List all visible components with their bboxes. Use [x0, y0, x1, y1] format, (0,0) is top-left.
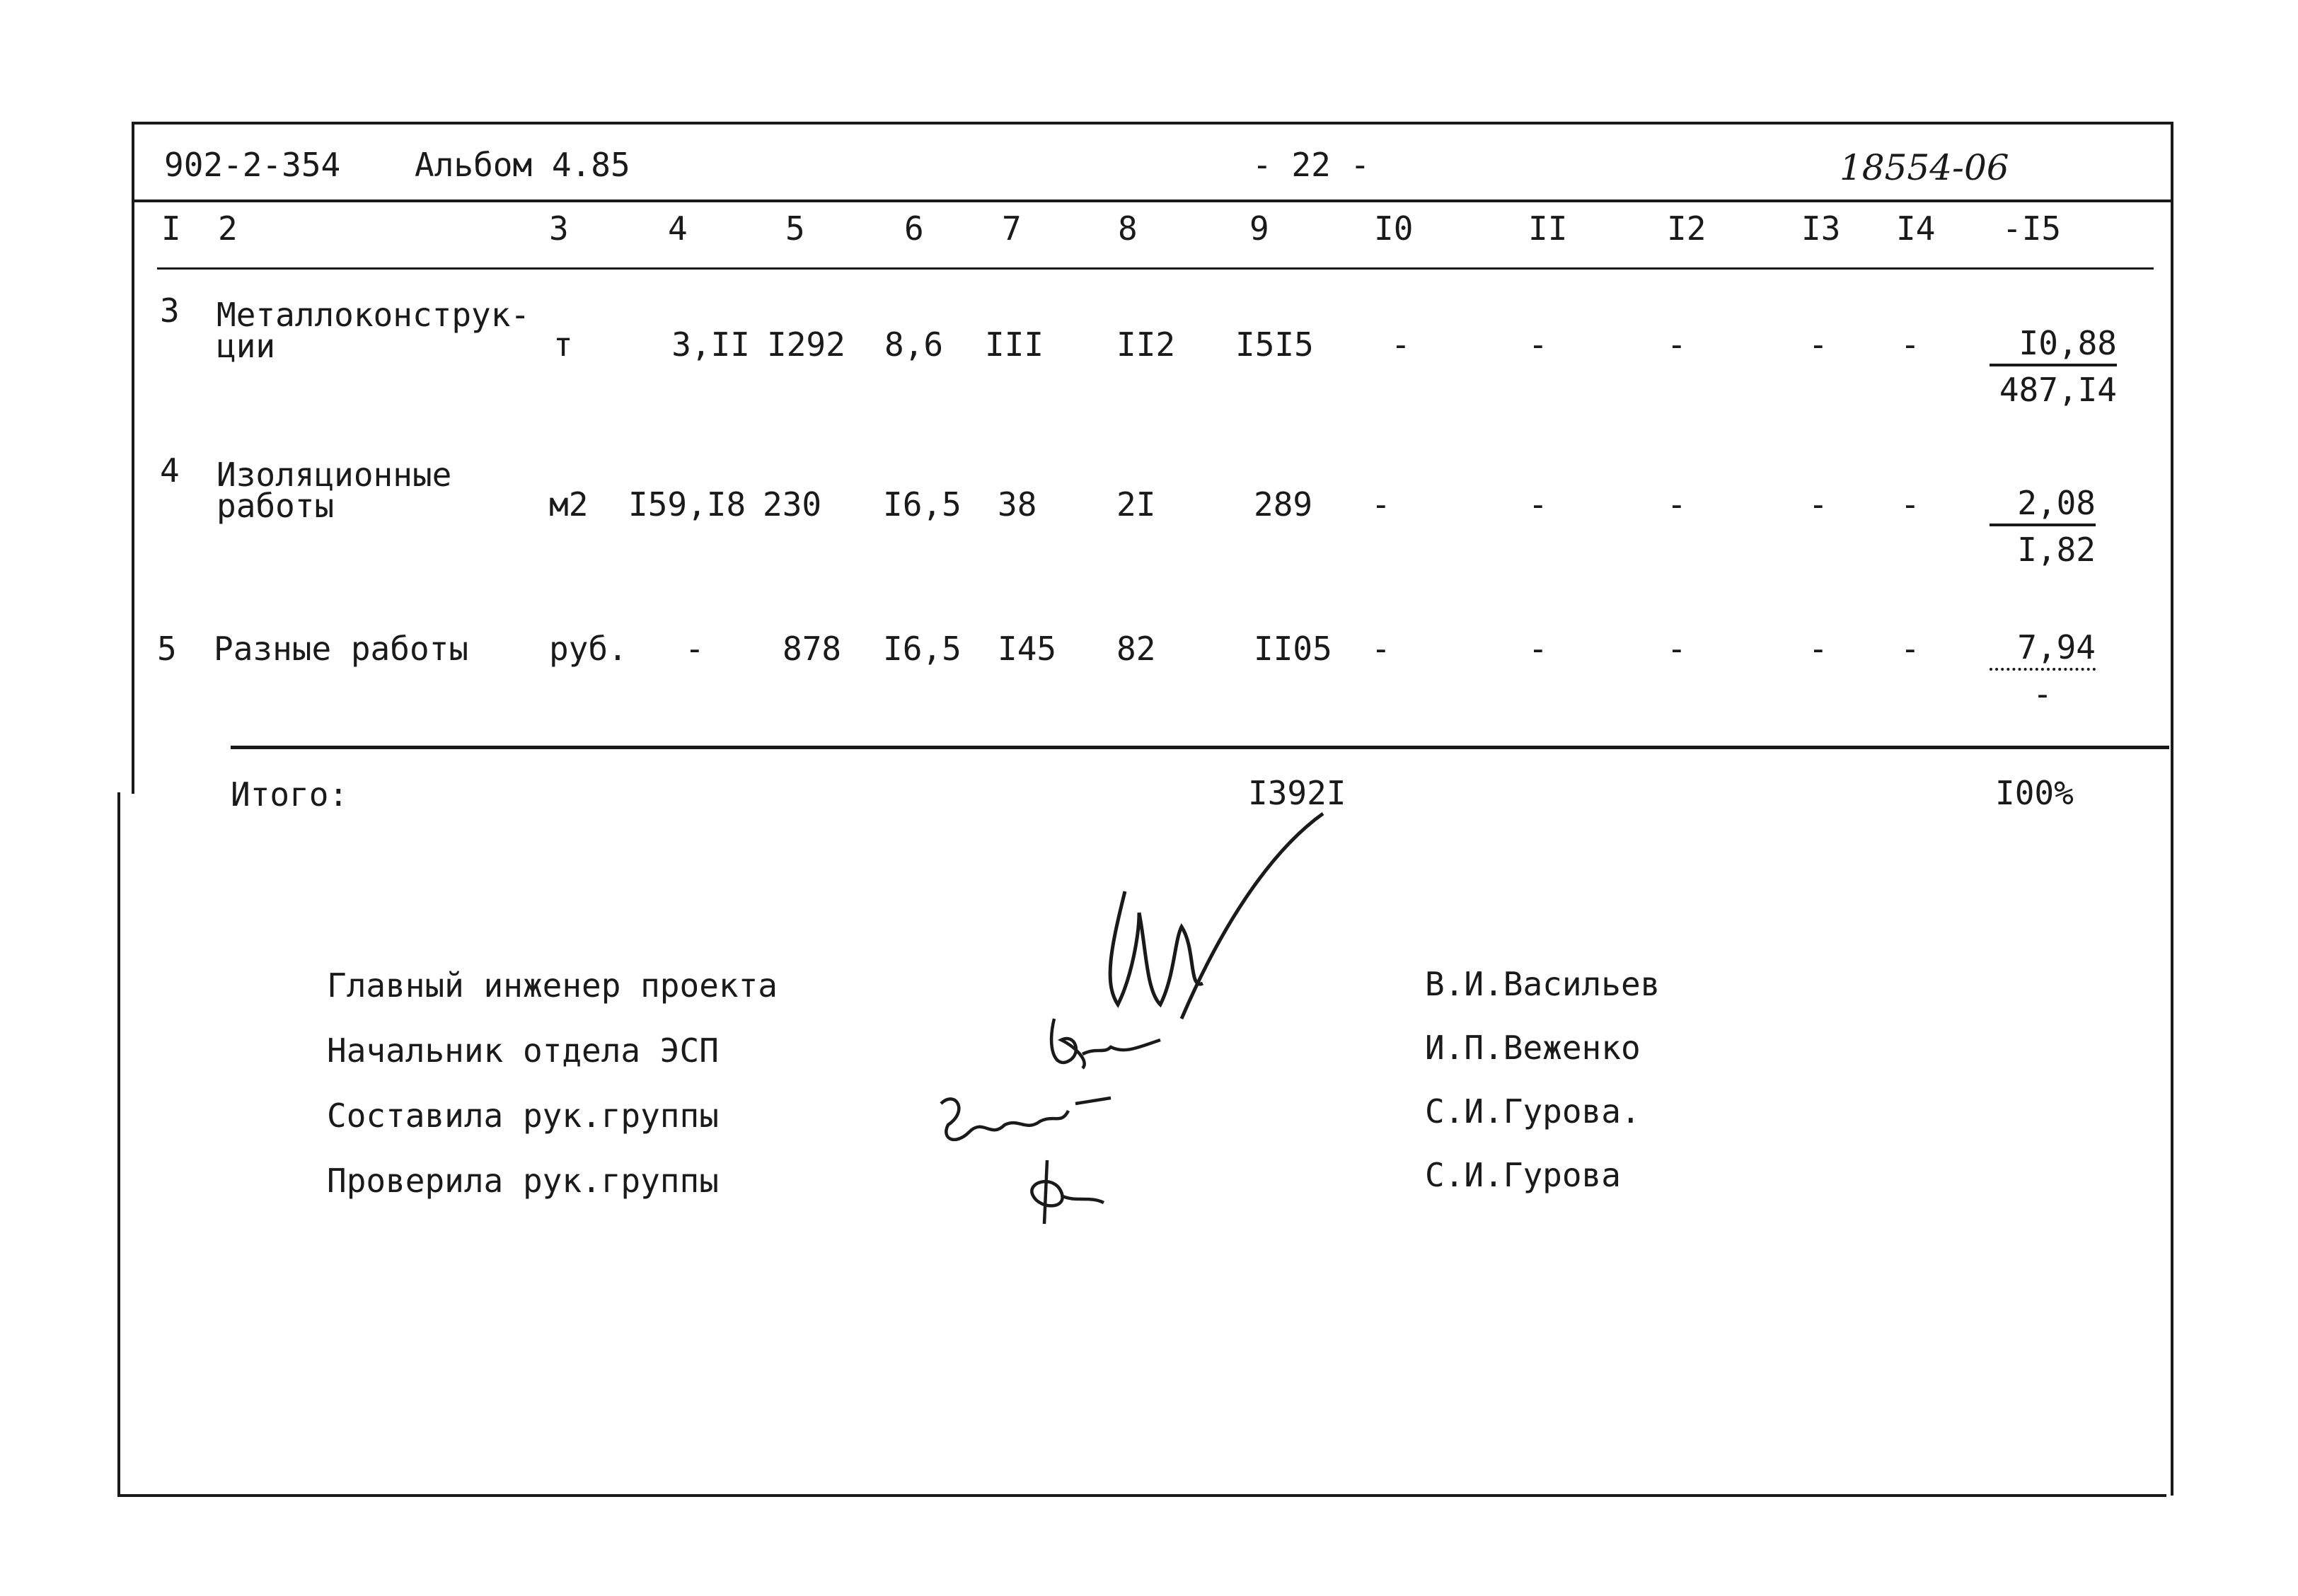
column-header: I — [161, 209, 181, 248]
cell-col12: - — [1667, 485, 1687, 524]
cell-col8: II2 — [1116, 325, 1176, 364]
row-number: 5 — [157, 630, 177, 668]
cell-col10: - — [1391, 325, 1411, 364]
left-border — [132, 122, 134, 794]
row-number: 3 — [160, 291, 180, 330]
column-header: II — [1528, 209, 1568, 248]
cell-col14: - — [1900, 485, 1920, 524]
cell-col8: 2I — [1116, 485, 1156, 524]
cell-col9: I5I5 — [1235, 325, 1314, 364]
cell-col4: I59,I8 — [628, 485, 746, 524]
row-name-line2: ции — [216, 327, 276, 365]
signatory-title: Начальник отдела ЭСП — [327, 1031, 719, 1070]
column-header: -I5 — [2002, 209, 2062, 248]
cell-col15-fraction — [1990, 325, 2117, 407]
column-header: 6 — [904, 209, 924, 248]
column-header: I3 — [1801, 209, 1841, 248]
total-sum: I392I — [1248, 774, 1346, 812]
signatory-name: И.П.Веженко — [1425, 1029, 1641, 1067]
row-name-line1: Разные работы — [214, 630, 469, 668]
left-border-lower — [117, 792, 120, 1496]
column-header: 8 — [1118, 209, 1138, 248]
signatory-title: Проверила рук.группы — [327, 1162, 719, 1200]
cell-col11: - — [1528, 325, 1548, 364]
column-header: I2 — [1667, 209, 1707, 248]
cell-col14: - — [1900, 630, 1920, 668]
page-number: - 22 - — [1252, 146, 1370, 184]
signatory-name: С.И.Гурова — [1425, 1156, 1621, 1194]
signatory-title: Составила рук.группы — [327, 1097, 719, 1135]
signature-checked-by — [1012, 1153, 1111, 1231]
cell-col7: III — [985, 325, 1044, 364]
signatory-name: С.И.Гурова. — [1425, 1092, 1641, 1130]
cell-col10: - — [1371, 630, 1391, 668]
column-header-divider — [157, 267, 2154, 270]
column-header: 9 — [1249, 209, 1269, 248]
signature-chief-engineer — [1061, 806, 1344, 1033]
album-label: Альбом 4.85 — [415, 146, 630, 184]
row-unit: т — [553, 325, 573, 364]
signatory-name: В.И.Васильев — [1425, 965, 1661, 1003]
row-unit: руб. — [549, 630, 628, 668]
cell-col11: - — [1528, 485, 1548, 524]
cell-col4: - — [685, 630, 705, 668]
column-header: I4 — [1896, 209, 1936, 248]
cell-col6: I6,5 — [883, 485, 962, 524]
column-header: I0 — [1374, 209, 1414, 248]
cell-col9: 289 — [1254, 485, 1313, 524]
row-unit: м2 — [549, 485, 589, 524]
cell-col4: 3,II — [671, 325, 750, 364]
header-divider — [132, 200, 2173, 202]
cell-col6: I6,5 — [883, 630, 962, 668]
cell-col15-fraction — [1990, 630, 2096, 712]
cell-col5: 878 — [783, 630, 842, 668]
cell-col13: - — [1808, 485, 1828, 524]
signature-department-head — [1040, 1005, 1167, 1082]
bottom-border — [117, 1494, 2166, 1497]
cell-col15-bottom: 487,I4 — [1999, 371, 2117, 409]
cell-col15-top: 7,94 — [1990, 630, 2096, 671]
cell-col15-bottom: - — [2033, 675, 2052, 713]
signatory-title: Главный инженер проекта — [327, 966, 778, 1005]
cell-col13: - — [1808, 630, 1828, 668]
cell-col5: I292 — [767, 325, 845, 364]
cell-col5: 230 — [763, 485, 822, 524]
column-header: 2 — [218, 209, 238, 248]
row-name-line1: Изоляционные — [216, 456, 452, 494]
cell-col9: II05 — [1254, 630, 1332, 668]
cell-col12: - — [1667, 325, 1687, 364]
cell-col15-top: 2,08 — [1990, 485, 2096, 526]
top-border — [132, 122, 2173, 125]
column-header: 7 — [1002, 209, 1022, 248]
cell-col15-fraction — [1990, 485, 2096, 567]
cell-col13: - — [1808, 325, 1828, 364]
cell-col11: - — [1528, 630, 1548, 668]
column-header: 3 — [549, 209, 569, 248]
cell-col8: 82 — [1116, 630, 1156, 668]
column-header: 4 — [668, 209, 688, 248]
row-number: 4 — [160, 451, 180, 490]
cell-col10: - — [1371, 485, 1391, 524]
right-border — [2171, 122, 2173, 1496]
row-name-line1: Металлоконструк- — [216, 296, 531, 334]
cell-col14: - — [1900, 325, 1920, 364]
total-divider — [231, 746, 2169, 749]
total-percent: I00% — [1995, 774, 2074, 812]
stamp-number: 18554-06 — [1840, 147, 2009, 188]
cell-col6: 8,6 — [884, 325, 944, 364]
cell-col7: I45 — [998, 630, 1057, 668]
cell-col15-bottom: I,82 — [2017, 531, 2096, 569]
cell-col12: - — [1667, 630, 1687, 668]
total-label: Итого: — [231, 775, 349, 814]
column-header: 5 — [785, 209, 805, 248]
project-code: 902-2-354 — [164, 146, 341, 184]
cell-col7: 38 — [998, 485, 1037, 524]
row-name-line2: работы — [216, 487, 335, 525]
cell-col15-top: I0,88 — [1990, 325, 2117, 366]
